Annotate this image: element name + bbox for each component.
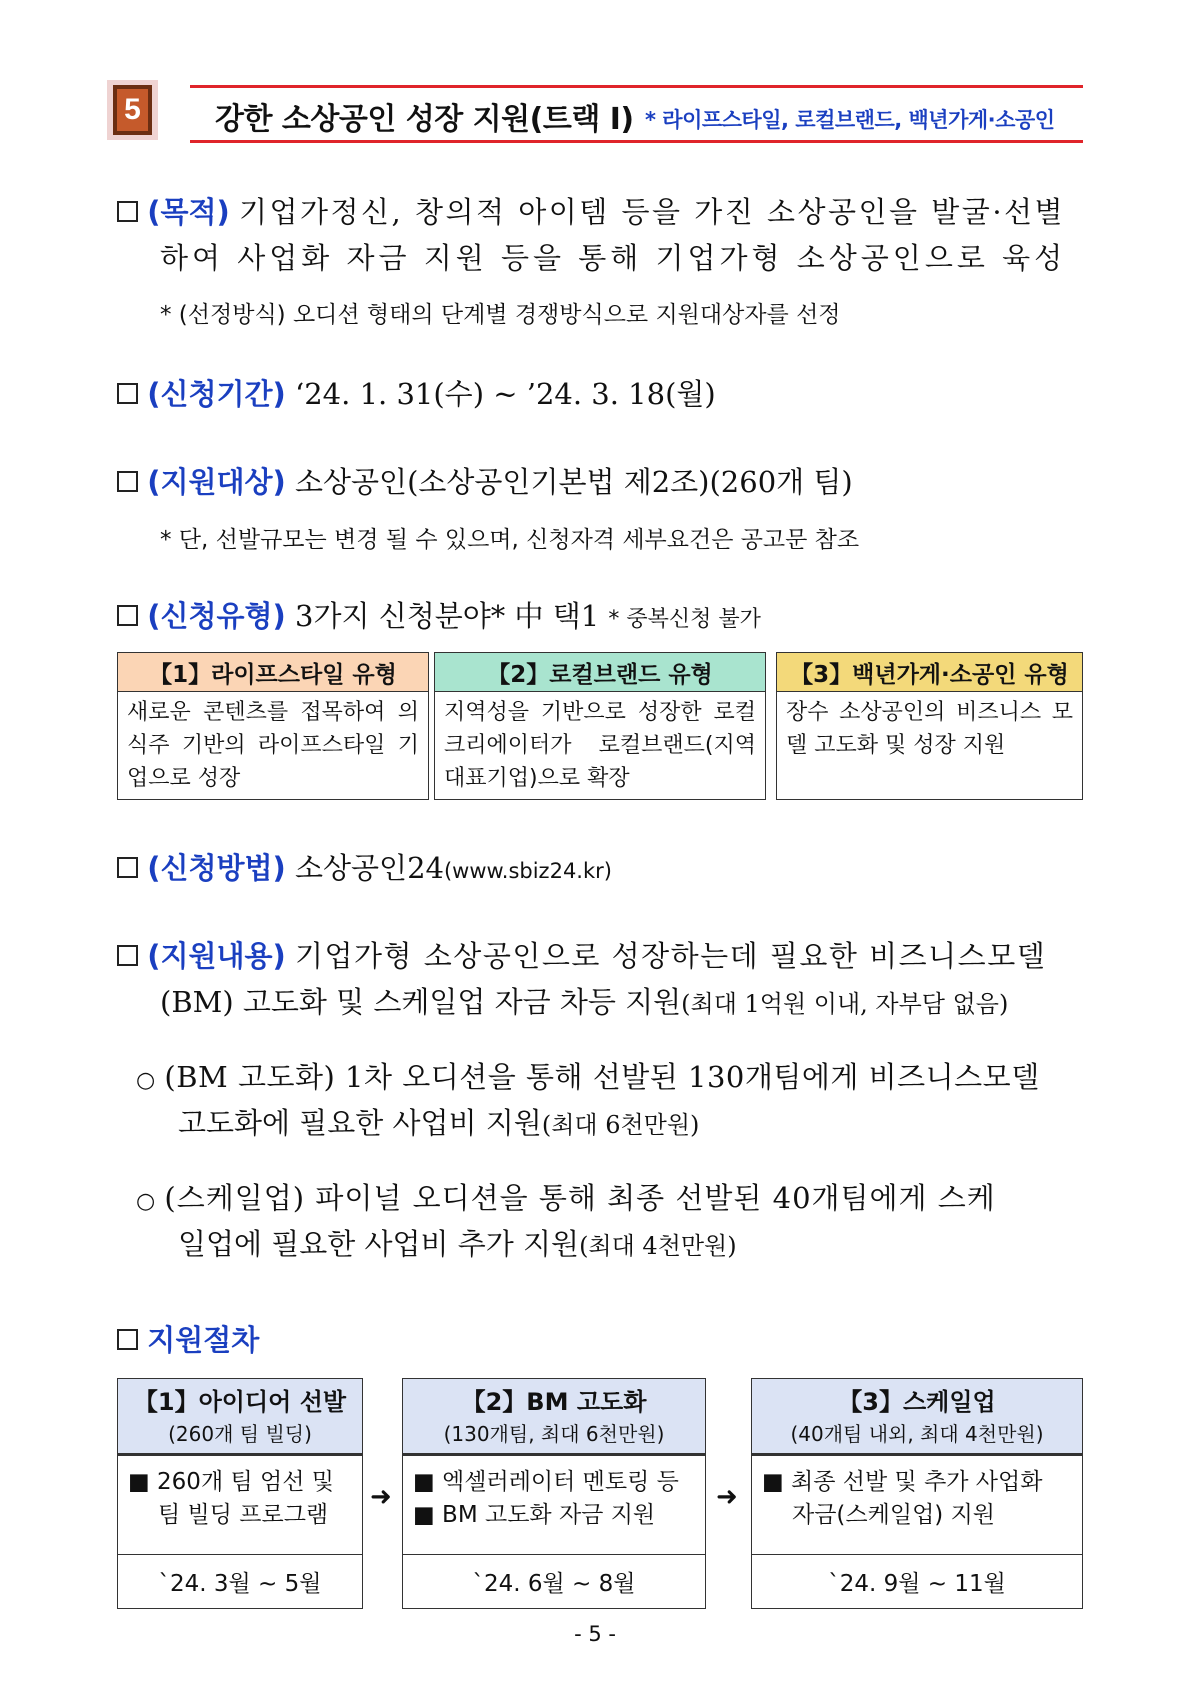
- section-title-note: * 라이프스타일, 로컬브랜드, 백년가게·소공인: [645, 108, 1055, 132]
- step3-period: `24. 9월 ~ 11월: [751, 1555, 1083, 1609]
- purpose-tag: (목적): [147, 195, 230, 229]
- type3-head: 【3】백년가게·소공인 유형: [776, 652, 1083, 692]
- method-url: (www.sbiz24.kr): [443, 859, 612, 883]
- step2-line2: ■ BM 고도화 자금 지원: [413, 1502, 656, 1528]
- target-tag: (지원대상): [147, 465, 286, 499]
- method-line: [117, 846, 612, 893]
- section-title: 강한 소상공인 성장 지원(트랙 Ⅰ): [215, 102, 634, 137]
- checkbox-icon: [117, 201, 138, 222]
- period-text: ‘24. 1. 31(수) ~ ’24. 3. 18(월): [295, 377, 716, 411]
- step3-head: [751, 1378, 1083, 1454]
- type-text: 3가지 신청분야* 中 택1: [295, 599, 600, 633]
- period-line: [117, 372, 716, 416]
- type-tag: (신청유형): [147, 599, 286, 633]
- target-line: [117, 460, 853, 504]
- content-line1: [117, 934, 1046, 978]
- step1-line2: 팀 빌딩 프로그램: [158, 1502, 329, 1528]
- type3-body: 장수 소상공인의 비즈니스 모델 고도화 및 성장 지원: [776, 692, 1083, 800]
- content-text1: 기업가형 소상공인으로 성장하는데 필요한 비즈니스모델: [295, 939, 1047, 973]
- content-item2-text1: (스케일업) 파이널 오디션을 통해 최종 선발된 40개팀에게 스케: [164, 1181, 996, 1215]
- step2-period: `24. 6월 ~ 8월: [402, 1555, 706, 1609]
- step2-body: [402, 1454, 706, 1555]
- checkbox-icon: [117, 857, 138, 878]
- step2-sub: (130개팀, 최대 6천만원): [443, 1422, 665, 1446]
- checkbox-icon: [117, 945, 138, 966]
- step3-line2: 자금(스케일업) 지원: [792, 1502, 996, 1528]
- step1-head: [117, 1378, 363, 1454]
- content-item1-text1: (BM 고도화) 1차 오디션을 통해 선발된 130개팀에게 비즈니스모델: [164, 1060, 1040, 1094]
- content-item1-text2: 고도화에 필요한 사업비 지원: [178, 1106, 542, 1140]
- step1-line1: ■ 260개 팀 엄선 및: [128, 1469, 334, 1495]
- content-item2-line1: [136, 1176, 996, 1224]
- checkbox-icon: [117, 605, 138, 626]
- type2-body: 지역성을 기반으로 성장한 로컬크리에이터가 로컬브랜드(지역대표기업)으로 확장: [434, 692, 766, 800]
- purpose-text1: 기업가정신, 창의적 아이템 등을 가진 소상공인을 발굴·선별: [238, 195, 1066, 229]
- content-text2: (BM) 고도화 및 스케일업 자금 차등 지원: [160, 985, 682, 1019]
- content-tag: (지원내용): [147, 939, 286, 973]
- procedure-title: 지원절차: [147, 1323, 260, 1357]
- page-number: - 5 -: [574, 1622, 616, 1646]
- content-item1-line1: [136, 1055, 1040, 1103]
- procedure-line: [117, 1318, 259, 1362]
- step2-line1: ■ 엑셀러레이터 멘토링 등: [413, 1469, 679, 1495]
- target-text: 소상공인(소상공인기본법 제2조)(260개 팀): [295, 465, 853, 499]
- content-item1-line2: [178, 1101, 699, 1147]
- circle-bullet-icon: ○: [136, 1068, 156, 1093]
- content-item2-small: (최대 4천만원): [579, 1232, 737, 1260]
- section-number: 5: [113, 85, 152, 135]
- purpose-note: * (선정방식) 오디션 형태의 단계별 경쟁방식으로 지원대상자를 선정: [160, 302, 841, 328]
- step3-body: [751, 1454, 1083, 1555]
- type1-body: 새로운 콘텐츠를 접목하여 의식주 기반의 라이프스타일 기업으로 성장: [117, 692, 429, 800]
- purpose-text2: 하여 사업화 자금 지원 등을 통해 기업가형 소상공인으로 육성: [160, 241, 1067, 275]
- type-note: * 중복신청 불가: [608, 607, 761, 632]
- content-line2: [160, 980, 1008, 1026]
- step1-period: `24. 3월 ~ 5월: [117, 1555, 363, 1609]
- step1-title: 【1】아이디어 선발: [133, 1388, 347, 1416]
- circle-bullet-icon: ○: [136, 1189, 156, 1214]
- step3-line1: ■ 최종 선발 및 추가 사업화: [762, 1469, 1043, 1495]
- header-rule-top: [190, 85, 1083, 88]
- method-text: 소상공인24: [295, 851, 444, 885]
- checkbox-icon: [117, 383, 138, 404]
- step1-body: [117, 1454, 363, 1555]
- checkbox-icon: [117, 1329, 138, 1350]
- step1-sub: (260개 팀 빌딩): [168, 1422, 312, 1446]
- step2-head: [402, 1378, 706, 1454]
- period-tag: (신청기간): [147, 377, 286, 411]
- method-tag: (신청방법): [147, 851, 286, 885]
- checkbox-icon: [117, 471, 138, 492]
- content-item1-small: (최대 6천만원): [541, 1111, 700, 1139]
- arrow-right-icon: ➜: [716, 1482, 738, 1512]
- arrow-right-icon: ➜: [370, 1482, 392, 1512]
- content-text2-small: (최대 1억원 이내, 자부담 없음): [681, 990, 1009, 1018]
- type2-head: 【2】로컬브랜드 유형: [434, 652, 766, 692]
- step3-sub: (40개팀 내외, 최대 4천만원): [790, 1422, 1044, 1446]
- type1-head: 【1】라이프스타일 유형: [117, 652, 429, 692]
- header-rule-bottom: [190, 140, 1083, 143]
- step2-title: 【2】BM 고도화: [461, 1388, 647, 1416]
- content-item2-text2: 일업에 필요한 사업비 추가 지원: [178, 1227, 580, 1261]
- content-item2-line2: [178, 1222, 737, 1268]
- step3-title: 【3】스케일업: [838, 1388, 996, 1416]
- target-note: * 단, 선발규모는 변경 될 수 있으며, 신청자격 세부요건은 공고문 참조: [160, 527, 860, 553]
- type-line: [117, 594, 761, 642]
- purpose-line1: [117, 190, 1065, 234]
